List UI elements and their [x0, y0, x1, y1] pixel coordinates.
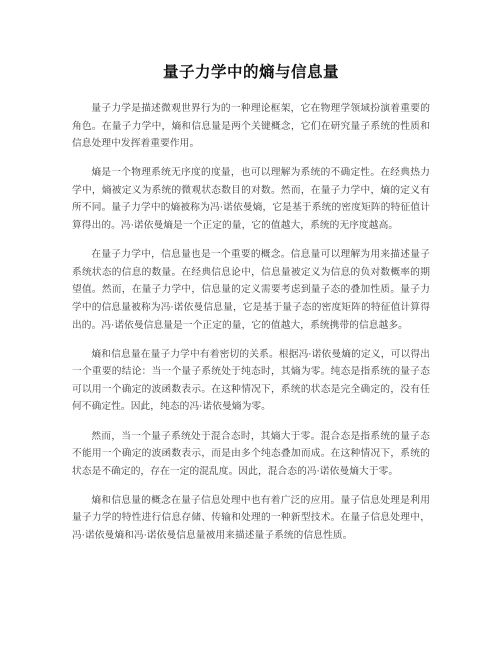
paragraph-6: 熵和信息量的概念在量子信息处理中也有着广泛的应用。量子信息处理是利用量子力学的特性进行信息存储、传输和处理的一种新型技术。在量子信息处理中，冯·诺依曼熵和冯·诺依曼信息量被用来描述量子系统的信息性质。 — [72, 494, 430, 541]
document-body — [72, 100, 430, 556]
paragraph-2: 熵是一个物理系统无序度的度量，也可以理解为系统的不确定性。在经典热力学中，熵被定义为系统的微观状态数目的对数。然而，在量子力学中，熵的定义有所不同。量子力学中的熵被称为冯·诺依曼熵，它是基于系统的密度矩阵的特征值计算得出的。冯·诺依曼熵是一个正定的量，它的值越大，系统的无序度越高。 — [72, 167, 430, 232]
paragraph-1: 量子力学是描述微观世界行为的一种理论框架，它在物理学领域扮演着重要的角色。在量子力学中，熵和信息量是两个关键概念，它们在研究量子系统的性质和信息处理中发挥着重要作用。 — [72, 103, 430, 150]
paragraph-5: 然而，当一个量子系统处于混合态时，其熵大于零。混合态是指系统的量子态不能用一个确定的波函数表示，而是由多个纯态叠加而成。在这种情况下，系统的状态是不确定的，存在一定的混乱度。因此，混合态的冯·诺依曼熵大于零。 — [72, 430, 430, 477]
document-title: 量子力学中的熵与信息量 — [162, 63, 339, 81]
paragraph-3: 在量子力学中，信息量也是一个重要的概念。信息量可以理解为用来描述量子系统状态的信息的数量。在经典信息论中，信息量被定义为信息的负对数概率的期望值。然而，在量子力学中，信息量的定义需要考虑到量子态的叠加性质。量子力学中的信息量被称为冯·诺依曼信息量，它是基于量子态的密度矩阵的特征值计算得出的。冯·诺依曼信息量是一个正定的量，它的值越大，系统携带的信息越多。 — [72, 249, 430, 331]
paragraph-4: 熵和信息量在量子力学中有着密切的关系。根据冯·诺依曼熵的定义，可以得出一个重要的结论：当一个量子系统处于纯态时，其熵为零。纯态是指系统的量子态可以用一个确定的波函数表示。在这种情况下，系统的状态是完全确定的，没有任何不确定性。因此，纯态的冯·诺依曼熵为零。 — [72, 348, 430, 413]
